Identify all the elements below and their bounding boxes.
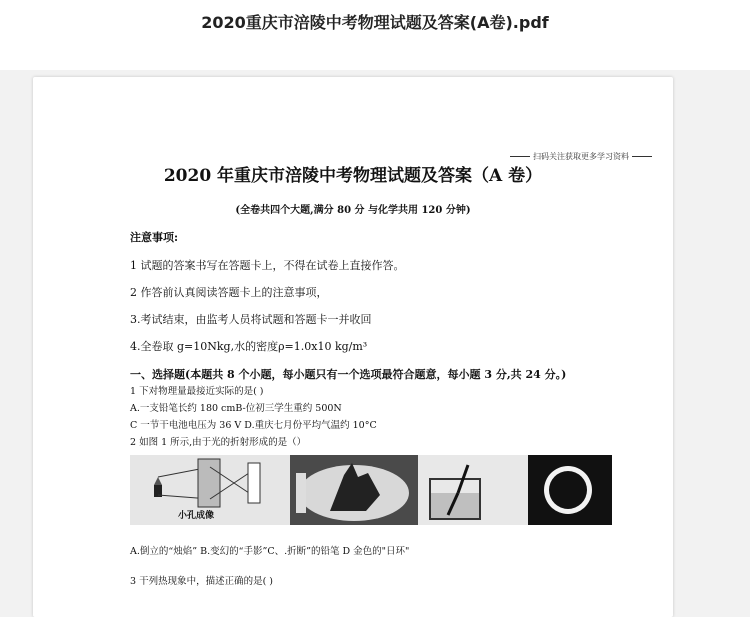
note-2: 2 作答前认真阅读答题卡上的注意事项，	[130, 286, 328, 299]
section-heading-choice: 一、选择题(本题共 8 个小题，每小题只有一个选项最符合题意，每小题 3 分,共 24 分。)	[130, 368, 567, 381]
figure-1	[130, 455, 612, 525]
question-3: 3 干列热现象中，描述正确的是( )	[130, 576, 273, 587]
question-1-option-cd: C 一节干电池电压为 36 V D.重庆七月份平均气温约 10°C	[130, 420, 377, 431]
question-2-options: A.倒立的“烛焰” B.变幻的“手影”C、.折断”的铅笔 D 金色的"日环"	[130, 546, 410, 557]
note-1: 1 试题的答案书写在答题卡上，不得在试卷上直接作答。	[130, 259, 405, 272]
note-4: 4.全卷取 g=10Nkg,水的密度ρ=1.0x10 kg/m³	[130, 340, 368, 353]
pdf-page	[33, 77, 673, 617]
annular-eclipse-image	[528, 455, 612, 525]
header-note: 扫码关注获取更多学习资料	[507, 151, 655, 162]
bent-pencil-image	[418, 455, 528, 525]
note-3: 3.考试结束，由监考人员将试题和答题卡一并收回	[130, 313, 372, 326]
exam-title: 2020 年重庆市涪陵中考物理试题及答案（A 卷）	[163, 166, 543, 186]
exam-subtitle: (全卷共四个大题,满分 80 分 与化学共用 120 分钟)	[235, 205, 471, 216]
question-2: 2 如图 1 所示,由于光的折射形成的是（）	[130, 437, 307, 448]
question-1-option-ab: A.一支铅笔长约 180 cmB-位初三学生重约 500N	[130, 403, 342, 414]
viewer-header	[0, 0, 750, 70]
question-1: 1 下对物理量最接近实际的是( )	[130, 386, 264, 397]
figure-caption: 小孔成像	[178, 511, 215, 521]
notes-heading: 注意事项:	[130, 231, 179, 244]
hand-shadow-image	[290, 455, 418, 525]
file-title: 2020重庆市涪陵中考物理试题及答案(A卷).pdf	[201, 13, 549, 32]
